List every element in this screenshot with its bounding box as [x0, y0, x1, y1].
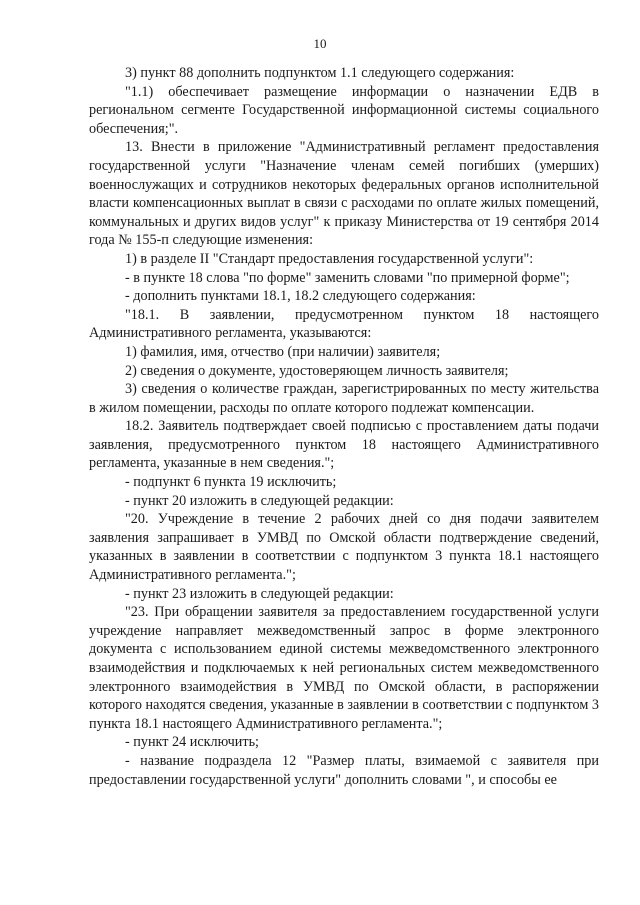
- paragraph: - в пункте 18 слова "по форме" заменить словами "по примерной форме";: [125, 269, 570, 286]
- paragraph: - дополнить пунктами 18.1, 18.2 следующего содержания:: [125, 288, 476, 305]
- paragraph: "20. Учреждение в течение 2 рабочих дней со дня подачи заявителем заявления запрашивает в УМВД по Омской области подтверждение сведений, указанных в заявлении в соответствии с подпунктом 3 пункта 18.1 настоящего Административного регламента.";: [89, 511, 599, 584]
- paragraph: "23. При обращении заявителя за предоставлением государственной услуги учреждение направляет межведомственный запрос в форме электронного документа с использованием единой системы межведомственного электронного взаимодействия и подключаемых к ней региональных систем межведомственного электронного взаимодействия в УМВД по Омской области, в распоряжении которого находятся сведения, указанные в заявлении в соответствии с подпунктом 3 пункта 18.1 настоящего Административного регламента.";: [89, 604, 599, 732]
- paragraph: 2) сведения о документе, удостоверяющем личность заявителя;: [125, 362, 509, 379]
- paragraph: "1.1) обеспечивает размещение информации о назначении ЕДВ в региональном сегменте Государственной информационной системы социального обеспечения;".: [89, 83, 599, 137]
- paragraph: - пункт 23 изложить в следующей редакции:: [125, 585, 394, 602]
- page-number: 10: [313, 36, 327, 51]
- paragraph: - название подраздела 12 "Размер платы, взимаемой с заявителя при предоставлении государственной услуги" дополнить словами ", и способы ее: [89, 752, 599, 788]
- paragraph: "18.1. В заявлении, предусмотренном пунктом 18 настоящего Административного регламента, указываются:: [89, 306, 599, 342]
- paragraph: - подпункт 6 пункта 19 исключить;: [125, 474, 337, 491]
- paragraph: - пункт 24 исключить;: [125, 734, 259, 751]
- paragraph: 18.2. Заявитель подтверждает своей подписью с проставлением даты подачи заявления, предусмотренного пунктом 18 настоящего Административного регламента, указанные в нем сведения.";: [89, 418, 599, 472]
- paragraph: 13. Внести в приложение "Административный регламент предоставления государственной услуги "Назначение членам семей погибших (умерших) военнослужащих и сотрудников некоторых федеральных органов исполнительной власти компенсационных выплат в связи с расходами по оплате жилых помещений, коммунальных и других видов услуг" к приказу Министерства от 19 сентября 2014 года № 155-п следующие изменения:: [89, 139, 599, 249]
- paragraph: 1) фамилия, имя, отчество (при наличии) заявителя;: [125, 343, 441, 360]
- paragraph: 3) пункт 88 дополнить подпунктом 1.1 следующего содержания:: [125, 65, 515, 81]
- document-body: [89, 64, 599, 789]
- paragraph: 1) в разделе II "Стандарт предоставления государственной услуги":: [125, 250, 534, 267]
- paragraph: 3) сведения о количестве граждан, зарегистрированных по месту жительства в жилом помещении, расходы по оплате которого подлежат компенсации.: [89, 381, 599, 416]
- paragraph: - пункт 20 изложить в следующей редакции:: [125, 492, 394, 509]
